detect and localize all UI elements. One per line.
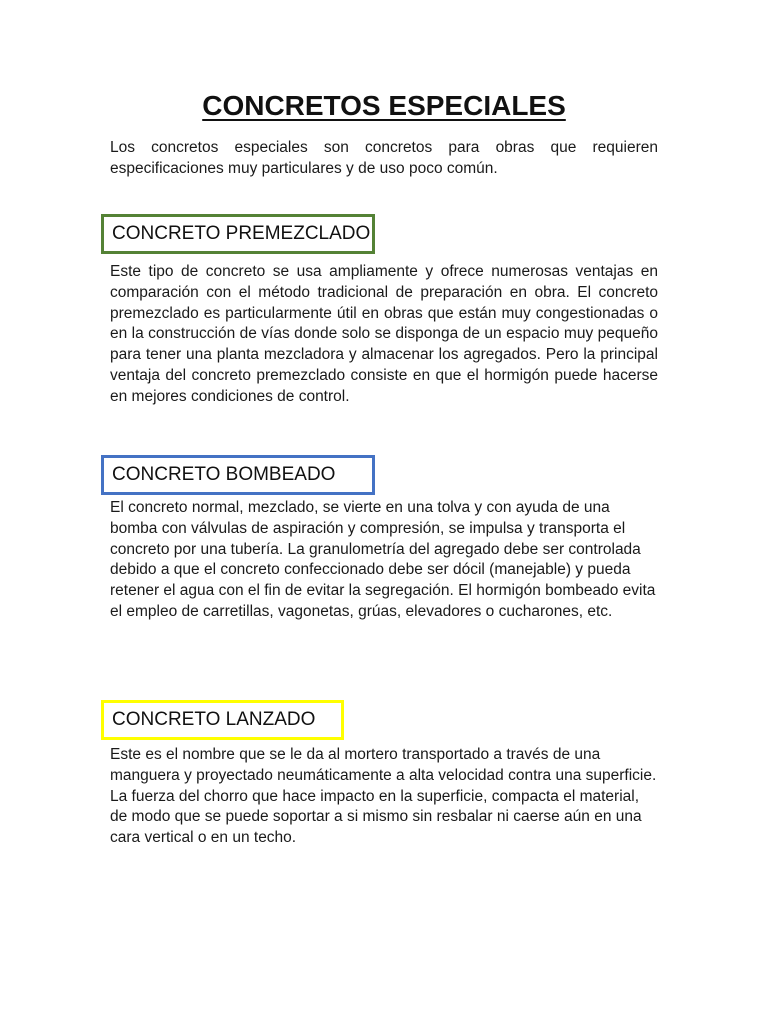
section-body-premezclado: Este tipo de concreto se usa ampliamente y ofrece numerosas ventajas en comparación con el método tradicional de preparación en obra. El concreto premezclado es particularmente útil en obras que están muy congestionadas o en la construcción de vías donde solo se disponga de un espacio muy pequeño para tener una planta mezcladora y almacenar los agregados. Pero la principal ventaja del concreto premezclado consiste en que el hormigón puede hacerse en mejores condiciones de control. [110,263,658,405]
section-body-lanzado: Este es el nombre que se le da al mortero transportado a través de una manguera y proyectado neumáticamente a alta velocidad contra una superficie. La fuerza del chorro que hace impacto en la superficie, compacta el material, de modo que se puede soportar a si mismo sin resbalar ni caerse aún en una cara vertical o en un techo. [110,746,657,847]
document-title [0,86,768,126]
document-title-text: CONCRETOS ESPECIALES [202,90,566,121]
section-heading-lanzado: CONCRETO LANZADO [101,700,344,740]
section-body-bombeado: El concreto normal, mezclado, se vierte en una tolva y con ayuda de una bomba con válvulas de aspiración y compresión, se impulsa y transporta el concreto por una tubería. La granulometría del agregado debe ser controlada debido a que el concreto confeccionado debe ser dócil (manejable) y pueda retener el agua con el fin de evitar la segregación. El hormigón bombeado evita el empleo de carretillas, vagonetas, grúas, elevadores o cucharones, etc. [110,499,656,620]
intro-paragraph: Los concretos especiales son concretos para obras que requieren especificaciones muy particulares y de uso poco común. [110,139,658,177]
section-heading-bombeado: CONCRETO BOMBEADO [101,455,375,495]
section-heading-premezclado: CONCRETO PREMEZCLADO [101,214,375,254]
